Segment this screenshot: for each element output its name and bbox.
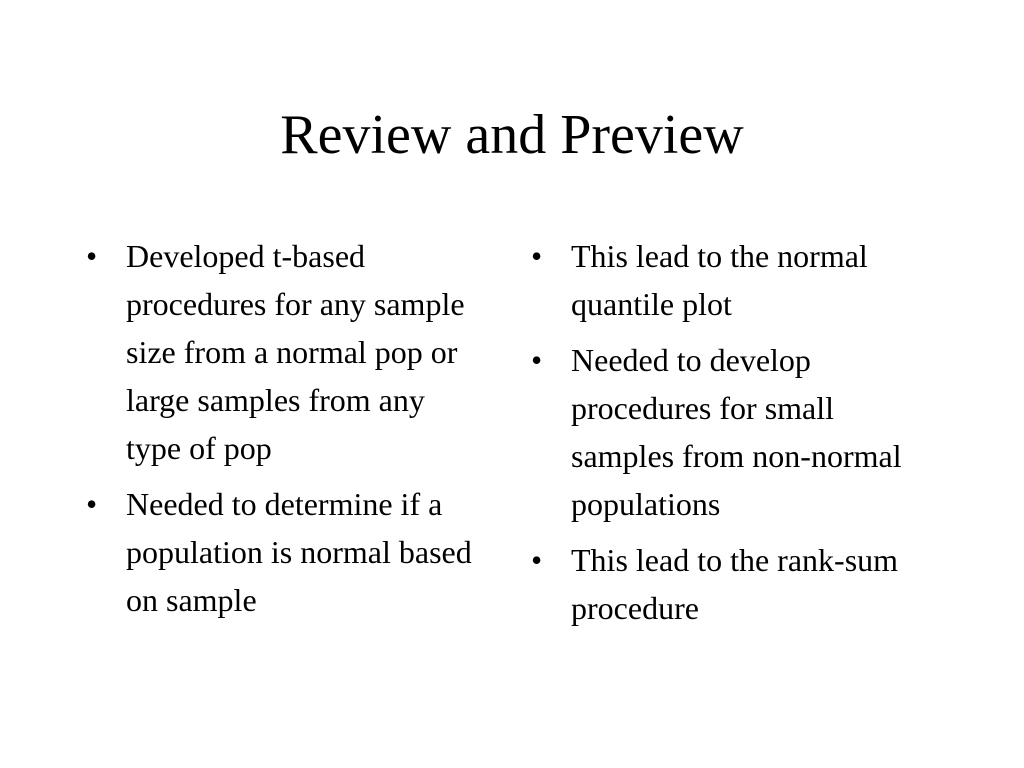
bullet-item: [86, 232, 476, 472]
bullet-icon: •: [86, 238, 98, 274]
bullet-item: [531, 336, 921, 528]
bullet-item: [531, 232, 921, 328]
bullet-icon: •: [86, 486, 98, 522]
bullet-icon: •: [531, 542, 543, 578]
right-bullet-list: [531, 232, 921, 640]
left-bullet-list: [86, 232, 476, 632]
bullet-text: Needed to determine if a population is normal based on sample: [126, 486, 472, 618]
bullet-text: This lead to the normal quantile plot: [571, 238, 868, 322]
bullet-icon: •: [531, 238, 543, 274]
bullet-item: [531, 536, 921, 632]
bullet-item: [86, 480, 476, 624]
bullet-text: Developed t-based procedures for any sample size from a normal pop or large samples from any type of pop: [126, 238, 465, 466]
slide-title: Review and Preview: [280, 104, 744, 166]
bullet-icon: •: [531, 342, 543, 378]
bullet-text: Needed to develop procedures for small samples from non-normal populations: [571, 342, 902, 522]
bullet-text: This lead to the rank-sum procedure: [571, 542, 899, 626]
